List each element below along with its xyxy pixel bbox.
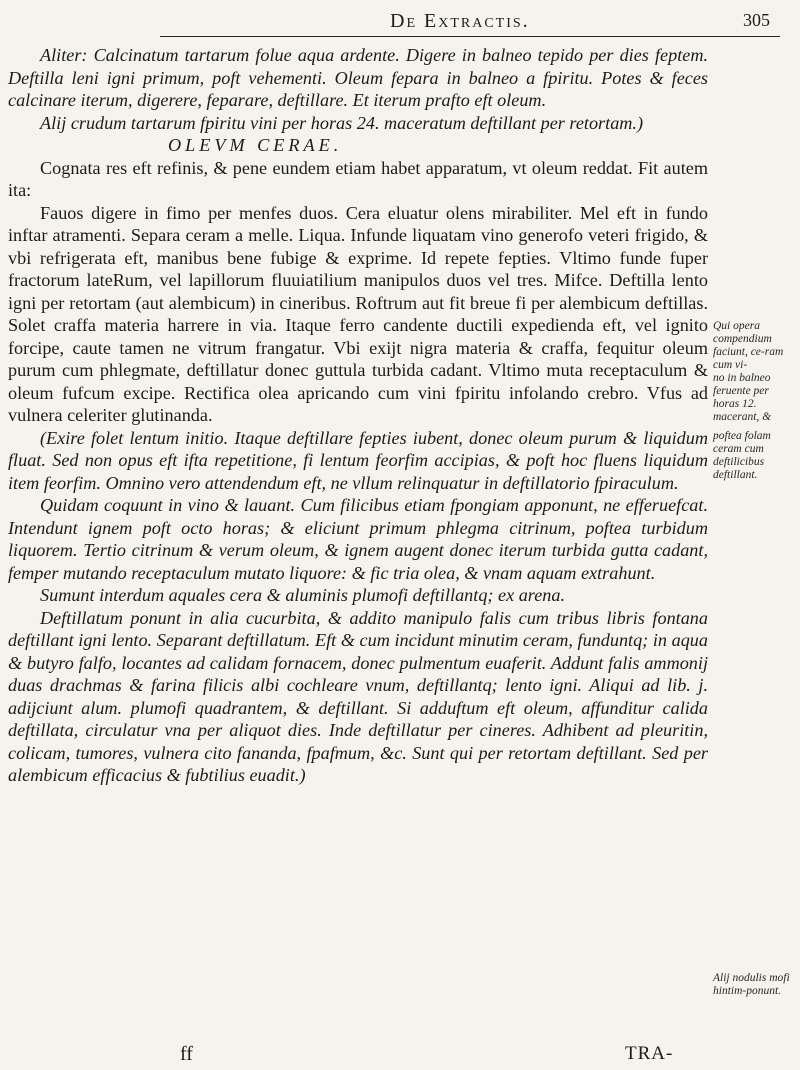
paragraph-cognata: Cognata res eft refinis, & pene eundem etiam habet apparatum, vt oleum reddat. Fit autem ita: xyxy=(8,157,708,200)
paragraph-exire: (Exire folet lentum initio. Itaque deftillare fepties iubent, donec oleum purum & liquidum fluat. Sed non opus eft ifta repetitione, fi lentum feorfim accipias, & poft hoc fluens liquidum item feorfim. Omnino vero attendendum eft, ne vllum relinquatur in deftillatorio fpiraculum. xyxy=(8,427,708,493)
margin-note-2: no in balneo feruente per horas 12. macerant, & xyxy=(713,372,772,423)
signature-mark: ff xyxy=(180,1043,193,1065)
running-title: De Extractis. xyxy=(390,10,530,32)
paragraph-aliter: Aliter: Calcinatum tartarum folue aqua ardente. Digere in balneo tepido per dies feptem. Deftilla leni igni primum, poft vehementi. Oleum fepara in balneo a fpiritu. Potes & feces calcinare iterum, digerere, feparare, deftillare. Et iterum prafto eft oleum. xyxy=(8,45,708,110)
page-number: 305 xyxy=(743,10,770,30)
paragraph-fauos: Fauos digere in fimo per menfes duos. Cera eluatur olens mirabiliter. Mel eft in fundo inftar atramenti. Separa ceram a melle. Liqua. Infunde liquatam vino generofo veteri frigido, & vbi refrigerata eft, manibus bene fubige & exprime. Id repete fepties. Vltimo funde fuper fractorum lateRum, vel lapillorum fluuiatilium manipulos duos vel tres. Mifce. Deftilla lento igni per retortam (aut alembicum) in cineribus. Roftrum aut fit breue fi per alembicum deftillas. Solet craffa materia harrere in via. Itaque ferro candente ductili expedienda eft, vel ignito forcipe, caute tamen ne vitrum frangatur. Vbi exijt nigra materia & craffa, fequitur oleum purum cum phlegmate, deftillatur donec guttula turbida cadant. Vltimo muta receptaculum & oleum fufcum excipe. Rectifica olea apricando cum vini fpiritu infolando crebro. Vfus ad vulnera celeriter glutinanda. xyxy=(8,202,708,425)
main-text xyxy=(8,44,708,787)
section-title: OLEVM CERAE. xyxy=(168,135,343,155)
catchword: TRA- xyxy=(625,1043,674,1064)
paragraph-sumunt: Sumunt interdum aquales cera & aluminis plumofi deftillantq; ex arena. xyxy=(40,585,566,605)
paragraph-alij-crudum: Alij crudum tartarum fpiritu vini per horas 24. maceratum deftillant per retortam.) xyxy=(40,112,644,133)
margin-note-1: Qui opera compendium faciunt, ce-ram cum vi- xyxy=(713,320,784,371)
margin-note-4: Alij nodulis mofi hintim-ponunt. xyxy=(713,972,790,997)
paragraph-quidam: Quidam coquunt in vino & lauant. Cum filicibus etiam fpongiam apponunt, ne efferuefcat. Intendunt ignem poft octo horas; & eliciunt primum phlegma citrinum, poftea turbidum liquorem. Tertio citrinum & verum oleum, & ignem augent donec iterum turbida gutta cadant, femper mutando receptaculum mutato liquore: & fic tria olea, & vnam aquam extrahunt. xyxy=(8,495,708,583)
page-header xyxy=(160,6,780,37)
paragraph-deftillatum: Deftillatum ponunt in alia cucurbita, & addito manipulo falis cum tribus libris fontana deftillant igni lento. Separant deftillatum. Eft & cum incidunt minutim ceram, funduntq; in aqua & butyro falfo, locantes ad calidam fornacem, donec pulmentum euaferit. Addunt falis ammonij duas drachmas & farina filicis albi cochleare vnum, deftillantq; lento igni. Aliqui ad lib. j. adijciunt alum. plumofi quadrantem, & deftillant. Si adduftum eft oleum, affunditur calida deftillata, circulatur vna per aliquot dies. Inde deftillatur per cineres. Adhibent ad pleuritin, colicam, tumores, vulnera cito fananda, fpafmum, &c. Sunt qui per retortam deftillant. Sed per alembicum efficacius & fubtilius euadit.) xyxy=(8,607,708,785)
margin-note-3: poftea folam ceram cum deftilicibus deftillant. xyxy=(713,430,771,481)
